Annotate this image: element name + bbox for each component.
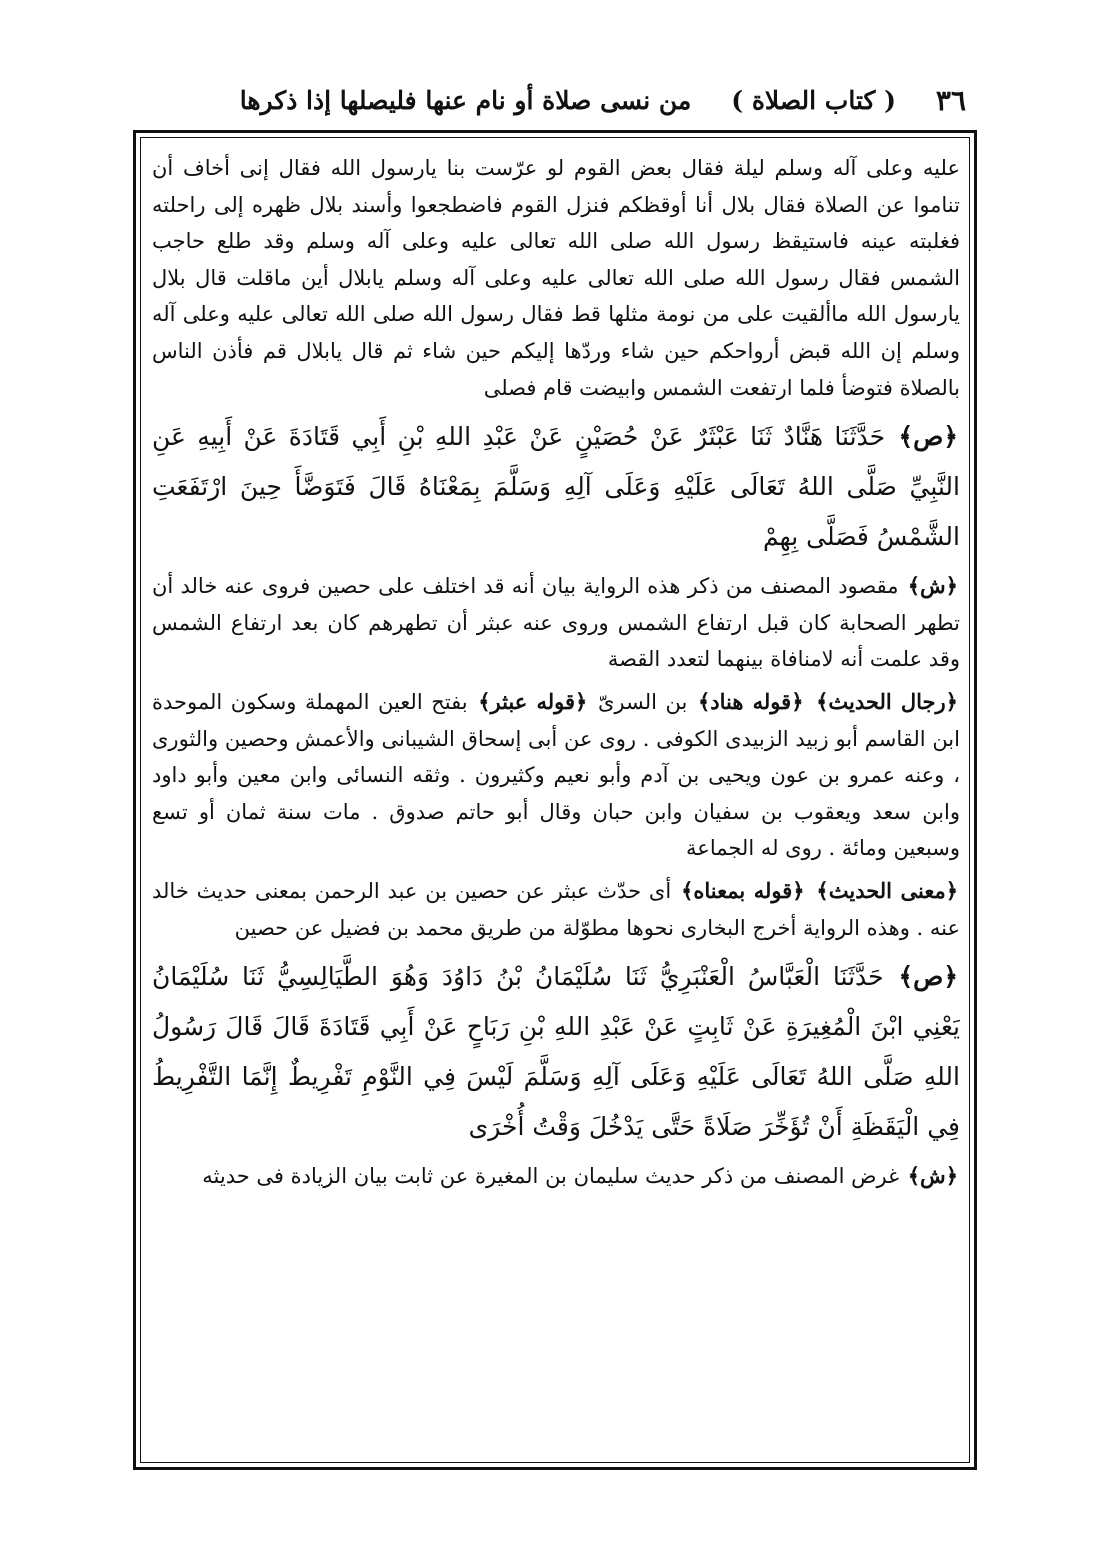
- book-title: ( كتاب الصلاة ): [731, 85, 896, 115]
- narrators-heading: ﴿رجال الحديث﴾: [816, 688, 958, 714]
- intro-text: عليه وعلى آله وسلم ليلة فقال بعض القوم لو عرّست بنا يارسول الله فقال إنى أخاف أن تناموا عن الصلاة فقال بلال أنا أوقظكم فنزل القوم فاضطجعوا وأسند بلال ظهره إلى راحلته فغلبته عينه فاستيقظ رسول الله صلى الله تعالى عليه وعلى آله وسلم وقد طلع حاجب الشمس فقال رسول الله صلى الله تعالى عليه وعلى آله وسلم يابلال أين ماقلت قال بلال يارسول الله ماألقيت على من نومة مثلها قط فقال رسول الله صلى الله تعالى عليه وعلى آله وسلم إن الله قبض أرواحكم حين شاء وردّها إليكم حين شاء ثم قال يابلال قم فأذن الناس بالصلاة فتوضأ فلما ارتفعت الشمس وابيضت قام فصلى: [152, 156, 960, 400]
- hadith-marker: ﴿ص﴾: [898, 962, 959, 992]
- commentary-marker: ﴿ش﴾: [907, 573, 958, 599]
- narrator-quote-1: ﴿قوله هناد﴾: [697, 688, 804, 714]
- commentary-2: [152, 1158, 960, 1195]
- commentary-marker: ﴿ش﴾: [907, 1163, 958, 1189]
- commentary-1: [152, 568, 960, 678]
- meaning-quote: ﴿قوله بمعناه﴾: [681, 877, 805, 903]
- intro-paragraph: [152, 150, 960, 406]
- page-header: [150, 80, 966, 120]
- hadith-text: حَدَّثَنَا هَنَّادٌ ثَنَا عَبْثَرٌ عَنْ حُصَيْنٍ عَنْ عَبْدِ اللهِ بْنِ أَبِي قَتَادَةَ عَنْ أَبِيهِ عَنِ النَّبِيِّ صَلَّى اللهُ تَعَالَى عَلَيْهِ وَعَلَى آلِهِ وَسَلَّمَ بِمَعْنَاهُ قَالَ فَتَوَضَّأَ حِينَ ارْتَفَعَتِ الشَّمْسُ فَصَلَّى بِهِمْ: [152, 422, 960, 552]
- narrators-section: [152, 684, 960, 867]
- narrators-text: بفتح العين المهملة وسكون الموحدة ابن القاسم أبو زبيد الزبيدى الكوفى . روى عن أبى إسحاق الشيبانى والأعمش وحصين والثورى ، وعنه عمرو بن عون ويحيى بن آدم وأبو نعيم وكثيرون . وثقه النسائى وابن معين وأبو داود وابن سعد ويعقوب بن سفيان وابن حبان وقال أبو حاتم صدوق . مات سنة ثمان أو تسع وسبعين ومائة . روى له الجماعة: [152, 689, 960, 861]
- page-number: ٣٦: [935, 83, 966, 117]
- hadith-1: [152, 412, 960, 562]
- meaning-heading: ﴿معنى الحديث﴾: [816, 877, 959, 903]
- narrator-quote-2: ﴿قوله عبثر﴾: [478, 688, 588, 714]
- commentary-text: مقصود المصنف من ذكر هذه الرواية بيان أنه قد اختلف على حصين فروى عنه خالد أن تطهر الصحابة كان قبل ارتفاع الشمس وروى عنه عبثر أن تطهرهم كان بعد ارتفاع الشمس وقد علمت أنه لامنافاة بينهما لتعدد القصة: [152, 574, 960, 672]
- commentary-text: غرض المصنف من ذكر حديث سليمان بن المغيرة عن ثابت بيان الزيادة فى حديثه: [202, 1164, 900, 1189]
- chapter-title: من نسى صلاة أو نام عنها فليصلها إذا ذكرها: [239, 85, 692, 115]
- meaning-section: [152, 873, 960, 946]
- narrator-quote-1-text: بن السرىّ: [597, 689, 688, 714]
- hadith-text: حَدَّثَنَا الْعَبَّاسُ الْعَنْبَرِيُّ ثَنَا سُلَيْمَانُ بْنُ دَاوُدَ وَهُوَ الطَّيَالِسِيُّ ثَنَا سُلَيْمَانُ يَعْنِي ابْنَ الْمُغِيرَةِ عَنْ ثَابِتٍ عَنْ عَبْدِ اللهِ بْنِ رَبَاحٍ عَنْ أَبِي قَتَادَةَ قَالَ قَالَ رَسُولُ اللهِ صَلَّى اللهُ تَعَالَى عَلَيْهِ وَعَلَى آلِهِ وَسَلَّمَ لَيْسَ فِي النَّوْمِ تَفْرِيطٌ إِنَّمَا التَّفْرِيطُ فِي الْيَقَظَةِ أَنْ تُؤَخِّرَ صَلَاةً حَتَّى يَدْخُلَ وَقْتُ أُخْرَى: [152, 962, 960, 1142]
- hadith-marker: ﴿ص﴾: [898, 422, 958, 452]
- hadith-2: [152, 952, 960, 1152]
- page-content: [152, 150, 960, 1455]
- meaning-text: أى حدّث عبثر عن حصين بن عبد الرحمن بمعنى حديث خالد عنه . وهذه الرواية أخرج البخارى نحوها مطوّلة من طريق محمد بن فضيل عن حصين: [152, 878, 960, 940]
